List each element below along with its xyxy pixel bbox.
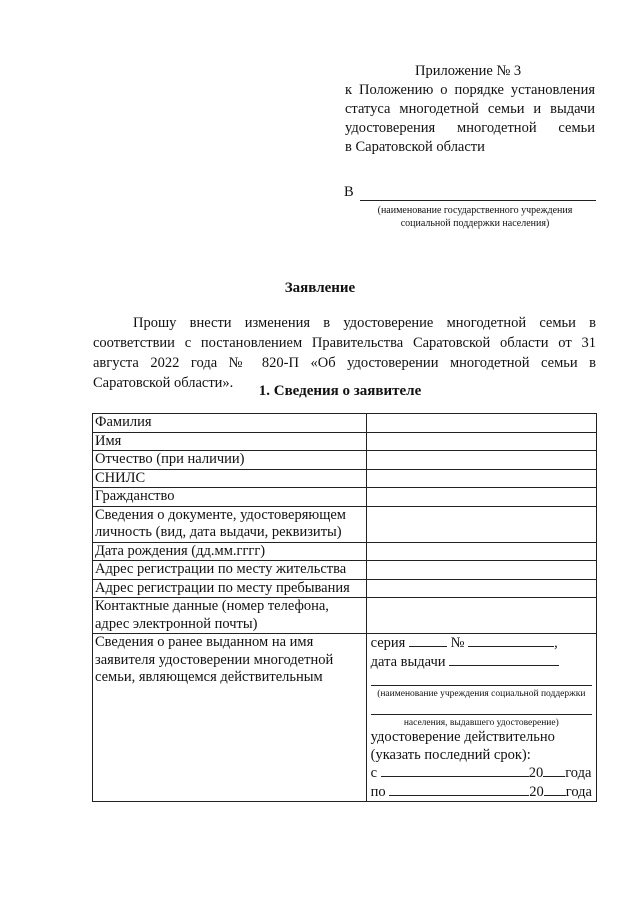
row-label: Сведения о документе, удостоверяющем личность (вид, дата выдачи, реквизиты): [93, 506, 367, 542]
appendix-line: к Положению о порядке установления: [345, 82, 595, 98]
recipient-field[interactable]: [360, 186, 596, 201]
year-prefix: 20: [528, 765, 544, 781]
table-row: [93, 414, 597, 433]
institution-hint: (наименование учреждения социальной поддержки: [377, 689, 586, 699]
row-label: Отчество (при наличии): [93, 451, 367, 470]
request-text: Прошу внести изменения в удостоверение многодетной семьи в соответствии с постановлением Правительства Саратовской области от 31 августа 2022 года № 820-П «Об удостоверении многодетной семьи в Саратовской области».: [93, 315, 596, 391]
institution-field-2[interactable]: [371, 700, 592, 715]
comma: ,: [554, 635, 558, 651]
institution-hint: населения, выдавшего удостоверение): [403, 718, 559, 728]
from-date-field[interactable]: [381, 764, 529, 777]
table-row: [93, 469, 597, 488]
to-date-field[interactable]: [389, 783, 529, 796]
valid-label: удостоверение действительно: [370, 729, 555, 745]
row-value-field[interactable]: [366, 432, 596, 451]
number-label: №: [450, 635, 465, 651]
row-value-field[interactable]: [366, 561, 596, 580]
row-value-field[interactable]: [366, 414, 596, 433]
row-label: Фамилия: [93, 414, 367, 433]
row-label: Адрес регистрации по месту пребывания: [93, 579, 367, 598]
issue-date-field[interactable]: [449, 653, 559, 666]
row-label: Гражданство: [93, 488, 367, 507]
issue-date-label: дата выдачи: [370, 653, 446, 670]
applicant-table: [92, 413, 597, 802]
recipient-block: [344, 184, 596, 230]
institution-field[interactable]: [371, 671, 592, 686]
series-field[interactable]: [409, 634, 447, 647]
to-year-field[interactable]: [544, 783, 566, 796]
table-row: [93, 579, 597, 598]
recipient-hint-line: (наименование государственного учреждения: [377, 205, 573, 216]
row-value-field[interactable]: [366, 542, 596, 561]
document-title: Заявление: [284, 280, 356, 296]
table-row: [93, 598, 597, 634]
recipient-hint: [344, 204, 596, 230]
appendix-line: в Саратовской области: [345, 139, 485, 155]
number-field[interactable]: [468, 634, 554, 647]
table-row: [93, 451, 597, 470]
appendix-line: статуса многодетной семьи и выдачи: [345, 101, 595, 117]
row-value-field[interactable]: [366, 579, 596, 598]
appendix-number: Приложение № 3: [415, 63, 522, 79]
row-label: Дата рождения (дд.мм.гггг): [93, 542, 367, 561]
table-row-previous-certificate: [93, 634, 597, 802]
table-row: [93, 488, 597, 507]
row-label: Имя: [93, 432, 367, 451]
section-title: 1. Сведения о заявителе: [258, 383, 422, 399]
row-value-field[interactable]: [366, 488, 596, 507]
table-row: [93, 506, 597, 542]
row-label: Адрес регистрации по месту жительства: [93, 561, 367, 580]
appendix-line: удостоверения многодетной семьи: [345, 120, 595, 136]
appendix-block: [345, 62, 595, 157]
year-suffix: года: [565, 765, 592, 781]
to-label: по: [370, 783, 386, 800]
last-term-label: (указать последний срок):: [370, 746, 531, 763]
table-row: [93, 432, 597, 451]
row-value-field[interactable]: [366, 598, 596, 634]
row-value-field[interactable]: [366, 506, 596, 542]
year-prefix: 20: [529, 783, 544, 800]
recipient-prefix: В: [344, 184, 354, 200]
row-label: СНИЛС: [93, 469, 367, 488]
row-label: Контактные данные (номер телефона, адрес электронной почты): [93, 598, 367, 634]
series-label: серия: [370, 635, 406, 651]
row-value-field[interactable]: [366, 451, 596, 470]
recipient-hint-line: социальной поддержки населения): [400, 218, 550, 229]
row-value-field[interactable]: [366, 469, 596, 488]
from-label: с: [370, 765, 378, 781]
previous-certificate-fields: [366, 634, 596, 802]
table-row: [93, 561, 597, 580]
table-row: [93, 542, 597, 561]
from-year-field[interactable]: [543, 764, 565, 777]
year-suffix: года: [565, 783, 592, 800]
row-label: Сведения о ранее выданном на имя заявителя удостоверении многодетной семьи, являющемся действительным: [93, 634, 367, 802]
